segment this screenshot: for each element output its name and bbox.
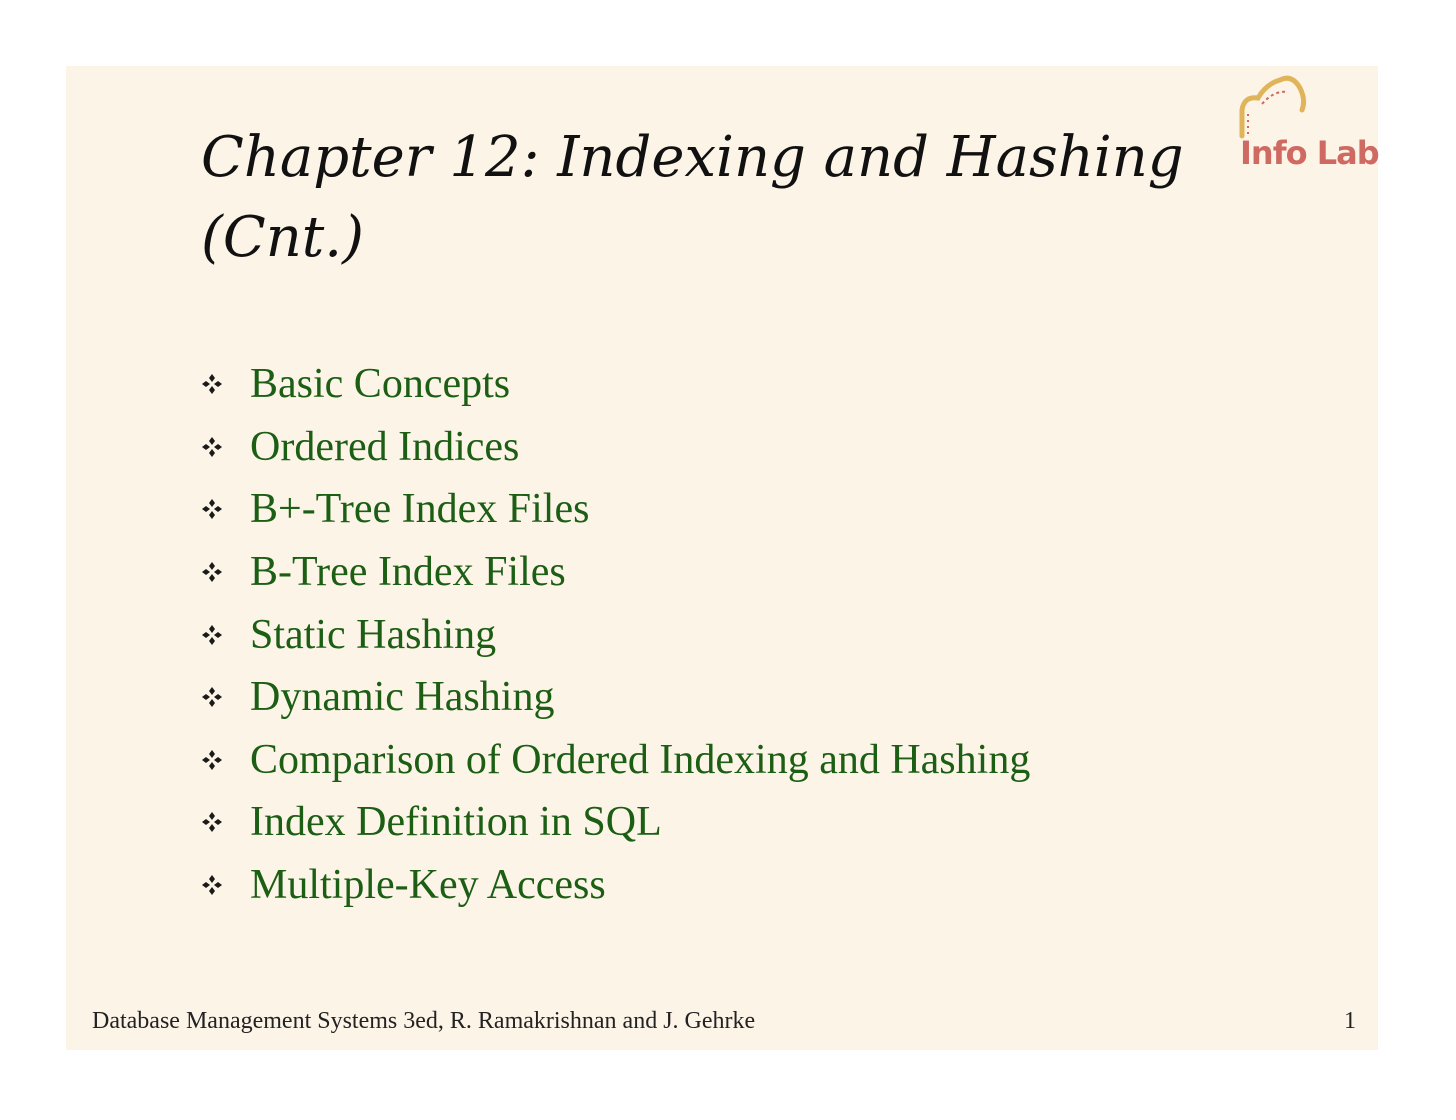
bullet-list [201, 353, 1030, 916]
bullet-label: Static Hashing [250, 611, 497, 658]
list-item [201, 729, 1030, 792]
diamond-bullet-icon [201, 436, 223, 458]
list-item [201, 791, 1030, 854]
bullet-label: Basic Concepts [250, 361, 511, 408]
diamond-bullet-icon [201, 373, 223, 395]
list-item [201, 603, 1030, 666]
bullet-label: B-Tree Index Files [250, 549, 566, 596]
diamond-bullet-icon [201, 811, 223, 833]
diamond-bullet-icon [201, 498, 223, 520]
bullet-label: Multiple-Key Access [250, 862, 606, 909]
bullet-label: Ordered Indices [250, 423, 520, 470]
bullet-label: Index Definition in SQL [250, 799, 662, 846]
bullet-label: B+-Tree Index Files [250, 486, 590, 533]
infolab-logo [1222, 70, 1379, 190]
infolab-logo-graphic [1222, 70, 1362, 140]
list-item [201, 541, 1030, 604]
list-item [201, 854, 1030, 917]
diamond-bullet-icon [201, 686, 223, 708]
bullet-label: Comparison of Ordered Indexing and Hashing [250, 736, 1031, 783]
slide-footer: Database Management Systems 3ed, R. Ramakrishnan and J. Gehrke [92, 1008, 756, 1034]
list-item [201, 478, 1030, 541]
infolab-logo-text: Info Lab [1240, 134, 1379, 172]
diamond-bullet-icon [201, 874, 223, 896]
diamond-bullet-icon [201, 749, 223, 771]
list-item [201, 353, 1030, 416]
slide-title-line-1: Chapter 12: Indexing and Hashing [201, 125, 1184, 190]
bullet-label: Dynamic Hashing [250, 674, 555, 721]
slide-title [201, 118, 1201, 278]
diamond-bullet-icon [201, 561, 223, 583]
diamond-bullet-icon [201, 624, 223, 646]
slide [66, 66, 1378, 1050]
list-item [201, 416, 1030, 479]
page-number: 1 [1344, 1008, 1356, 1034]
list-item [201, 666, 1030, 729]
slide-title-line-2: (Cnt.) [201, 205, 364, 270]
